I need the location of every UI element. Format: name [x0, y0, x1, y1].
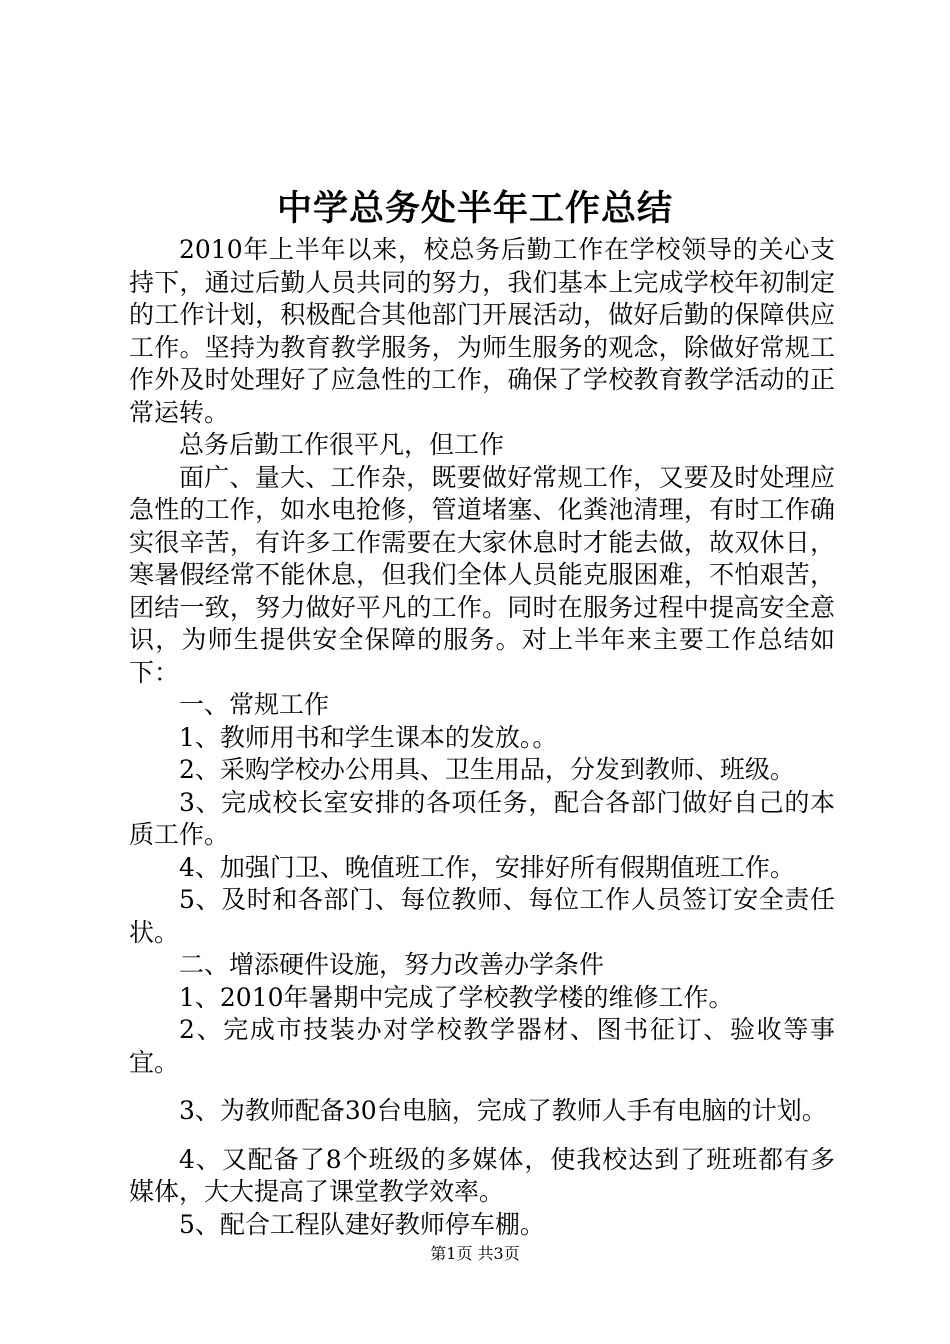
- list-item-hardware-2: 2、完成市技装办对学校教学器材、图书征订、验收等事宜。: [129, 1015, 835, 1077]
- paragraph-work-description: 面广、量大、工作杂，既要做好常规工作，又要及时处理应急性的工作，如水电抢修，管道堵塞、化粪池清理，有时工作确实很辛苦，有许多工作需要在大家休息时才能去做，故双休日，寒暑假经常不能休息，但我们全体人员能克服困难，不怕艰苦，团结一致，努力做好平凡的工作。同时在服务过程中提高安全意识，为师生提供安全保障的服务。对上半年来主要工作总结如下：: [129, 462, 835, 687]
- paragraph-general-statement: 总务后勤工作很平凡，但工作: [179, 430, 505, 459]
- section-heading-hardware: 二、增添硬件设施，努力改善办学条件: [179, 950, 605, 979]
- document-body: [129, 234, 835, 1241]
- paragraph-intro: 2010年上半年以来，校总务后勤工作在学校领导的关心支持下，通过后勤人员共同的努力，我们基本上完成学校年初制定的工作计划，积极配合其他部门开展活动，做好后勤的保障供应工作。坚持为教育教学服务，为师生服务的观念，除做好常规工作外及时处理好了应急性的工作，确保了学校教育教学活动的正常运转。: [129, 235, 835, 427]
- list-item-routine-5: 5、及时和各部门、每位教师、每位工作人员签订安全责任状。: [129, 885, 835, 947]
- list-item-routine-3: 3、完成校长室安排的各项任务，配合各部门做好自己的本质工作。: [129, 787, 835, 849]
- list-item-hardware-4: 4、又配备了8个班级的多媒体，使我校达到了班班都有多媒体，大大提高了课堂教学效率。: [129, 1144, 835, 1206]
- page-footer: 第1页 共3页: [430, 1244, 520, 1263]
- list-item-routine-2: 2、采购学校办公用具、卫生用品，分发到教师、班级。: [179, 755, 795, 784]
- document-title: 中学总务处半年工作总结: [276, 188, 673, 229]
- list-item-hardware-5: 5、配合工程队建好教师停车棚。: [179, 1209, 545, 1239]
- list-item-hardware-1: 1、2010年暑期中完成了学校教学楼的维修工作。: [179, 982, 734, 1012]
- section-heading-routine-work: 一、常规工作: [179, 690, 330, 719]
- list-item-hardware-3: 3、为教师配备30台电脑，完成了教师人手有电脑的计划。: [179, 1096, 827, 1125]
- list-item-routine-1: 1、教师用书和学生课本的发放。。: [179, 722, 558, 752]
- list-item-routine-4: 4、加强门卫、晚值班工作，安排好所有假期值班工作。: [179, 852, 795, 882]
